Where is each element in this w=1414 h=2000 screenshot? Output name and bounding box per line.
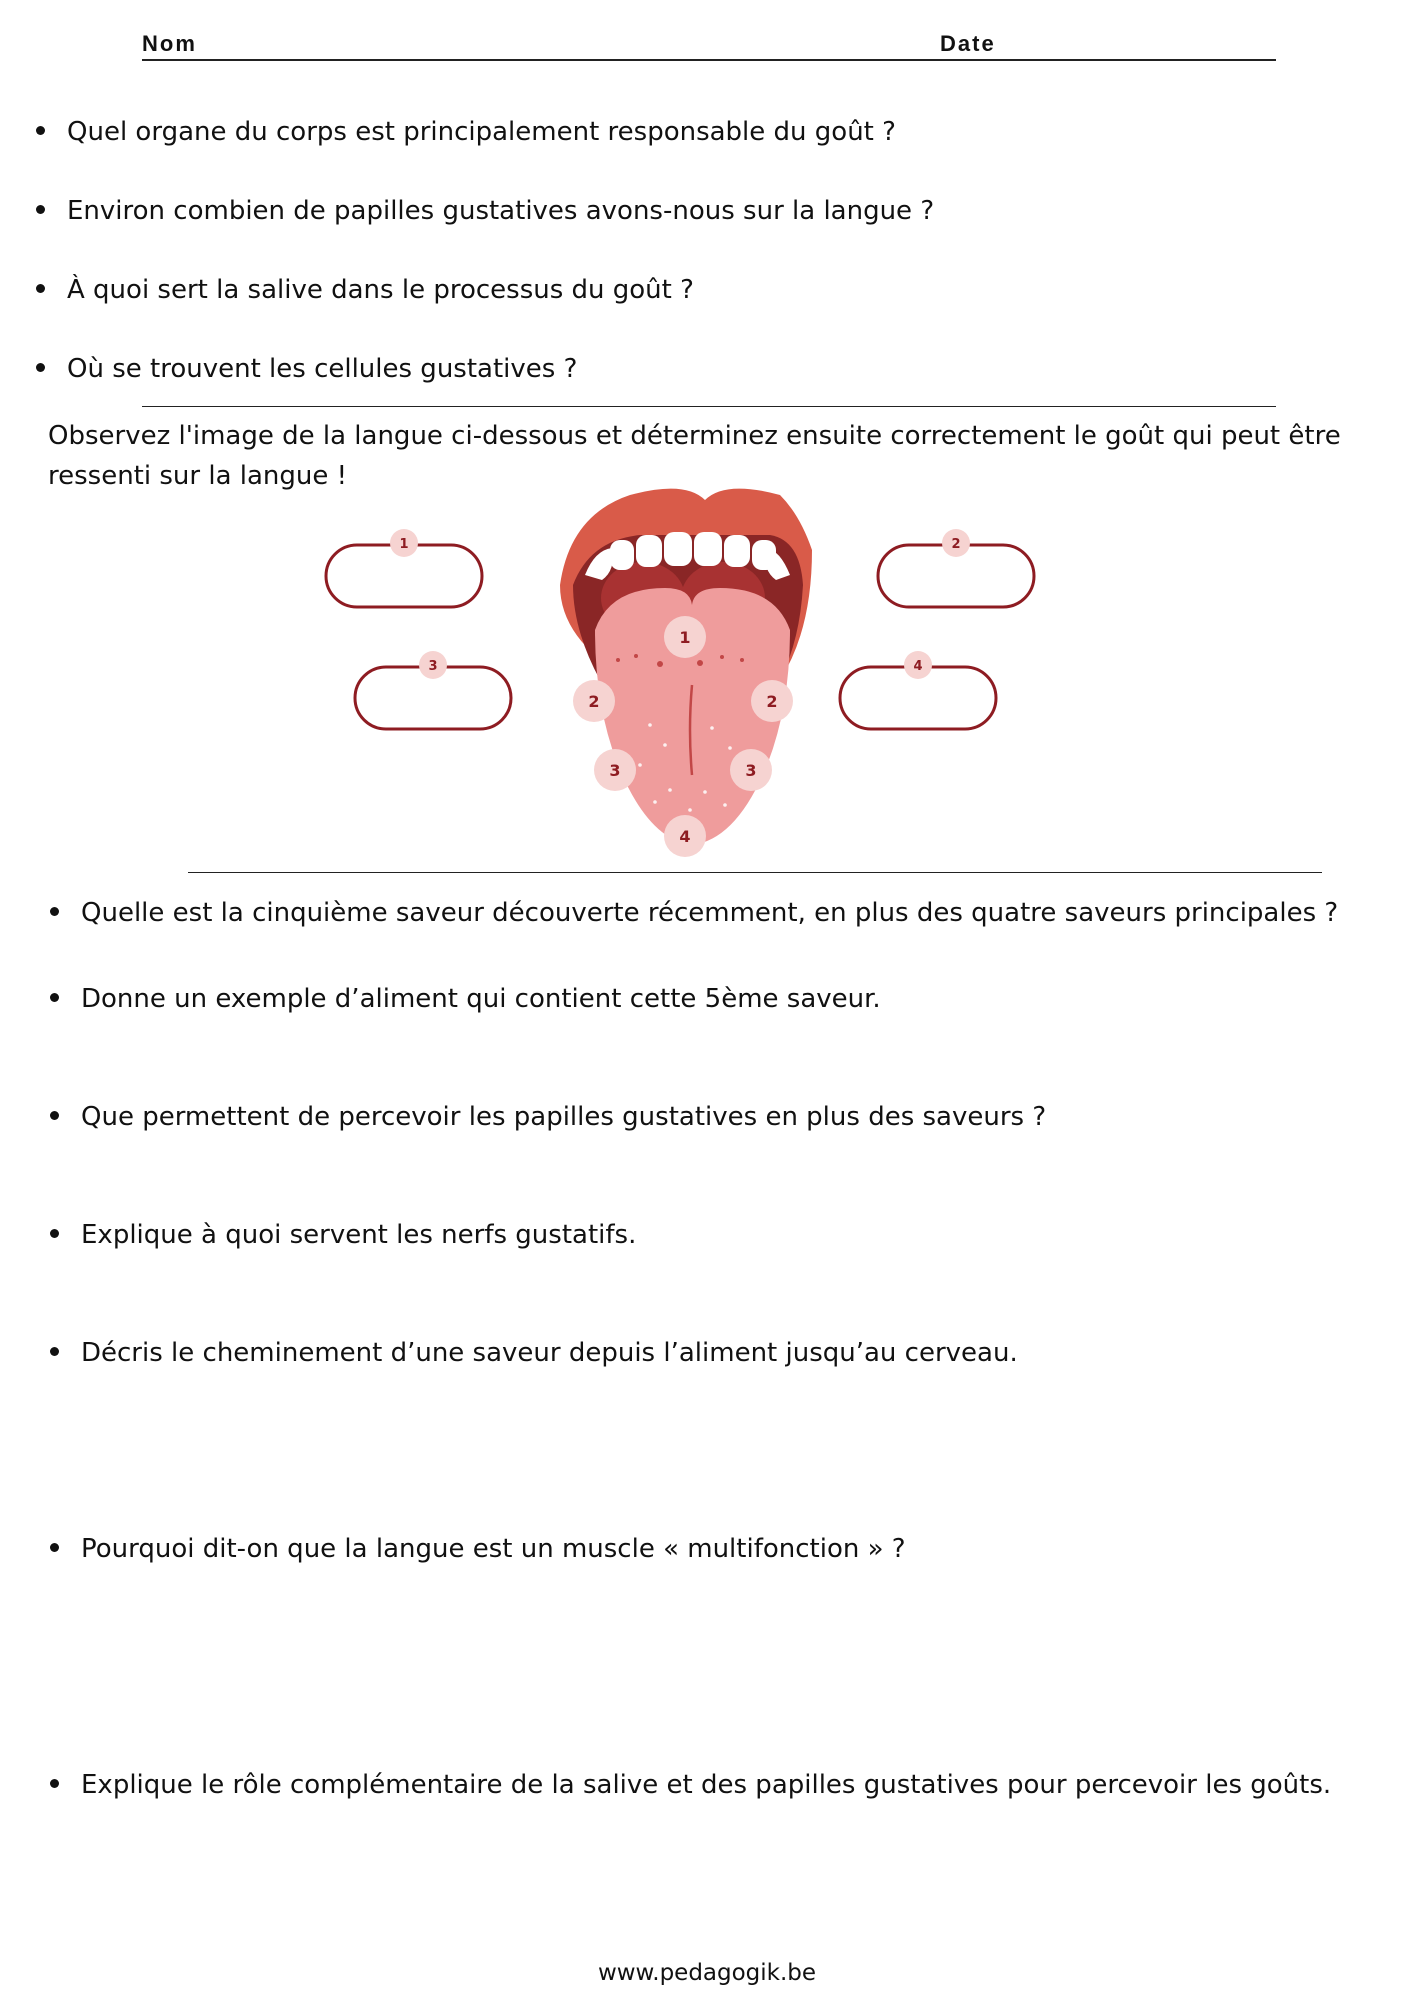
- label-box-4[interactable]: [840, 651, 996, 729]
- question-item: Décris le cheminement d’une saveur depuis l’aliment jusqu’au cerveau.: [50, 1336, 1018, 1370]
- question-item: Donne un exemple d’aliment qui contient cette 5ème saveur.: [50, 982, 881, 1016]
- question-item: Que permettent de percevoir les papilles gustatives en plus des saveurs ?: [50, 1100, 1046, 1134]
- question-item: Environ combien de papilles gustatives avons-nous sur la langue ?: [36, 194, 934, 228]
- label-box-3[interactable]: [355, 651, 511, 729]
- box-number: 1: [399, 537, 409, 552]
- svg-text:3: 3: [609, 761, 621, 780]
- divider-top: [142, 406, 1276, 407]
- tongue-diagram: [0, 480, 1414, 880]
- tongue-zone-3-right: [730, 749, 772, 791]
- date-label: Date: [940, 31, 996, 56]
- bullet-icon: [36, 205, 45, 214]
- svg-text:4: 4: [679, 827, 691, 846]
- question-item: Quel organe du corps est principalement responsable du goût ?: [36, 115, 896, 149]
- bullet-icon: [50, 1111, 59, 1120]
- bullet-icon: [50, 1543, 59, 1552]
- label-box-2[interactable]: [878, 529, 1034, 607]
- svg-text:2: 2: [588, 692, 600, 711]
- question-item: Quelle est la cinquième saveur découverte récemment, en plus des quatre saveurs principales ?: [50, 896, 1338, 930]
- question-item: Explique le rôle complémentaire de la salive et des papilles gustatives pour percevoir les goûts.: [50, 1768, 1331, 1802]
- bullet-icon: [50, 1229, 59, 1238]
- svg-text:3: 3: [745, 761, 757, 780]
- tongue-zone-1: [664, 616, 706, 658]
- divider-bottom: [188, 872, 1322, 873]
- label-box-1[interactable]: [326, 529, 482, 607]
- bullet-icon: [36, 363, 45, 372]
- box-number: 3: [428, 659, 438, 674]
- bullet-icon: [36, 284, 45, 293]
- name-label: Nom: [142, 31, 197, 56]
- svg-text:1: 1: [679, 628, 691, 647]
- bullet-icon: [50, 993, 59, 1002]
- box-number: 2: [951, 537, 961, 552]
- tongue-zone-4: [664, 815, 706, 857]
- box-number: 4: [913, 659, 923, 674]
- svg-text:2: 2: [766, 692, 778, 711]
- instruction-text: Observez l'image de la langue ci-dessous et déterminez ensuite correctement le goût qui peut être ressenti sur la langue !: [48, 421, 1341, 491]
- header-line: [142, 59, 1276, 61]
- question-item: Explique à quoi servent les nerfs gustatifs.: [50, 1218, 636, 1252]
- question-item: Pourquoi dit-on que la langue est un muscle « multifonction » ?: [50, 1532, 906, 1566]
- bullet-icon: [50, 1779, 59, 1788]
- footer-url: www.pedagogik.be: [597, 1960, 817, 1986]
- bullet-icon: [50, 907, 59, 916]
- tongue-zone-2-left: [573, 680, 615, 722]
- bullet-icon: [36, 126, 45, 135]
- question-item: À quoi sert la salive dans le processus du goût ?: [36, 273, 694, 307]
- question-item: Où se trouvent les cellules gustatives ?: [36, 352, 577, 386]
- bullet-icon: [50, 1347, 59, 1356]
- tongue-zone-3-left: [594, 749, 636, 791]
- tongue-zone-2-right: [751, 680, 793, 722]
